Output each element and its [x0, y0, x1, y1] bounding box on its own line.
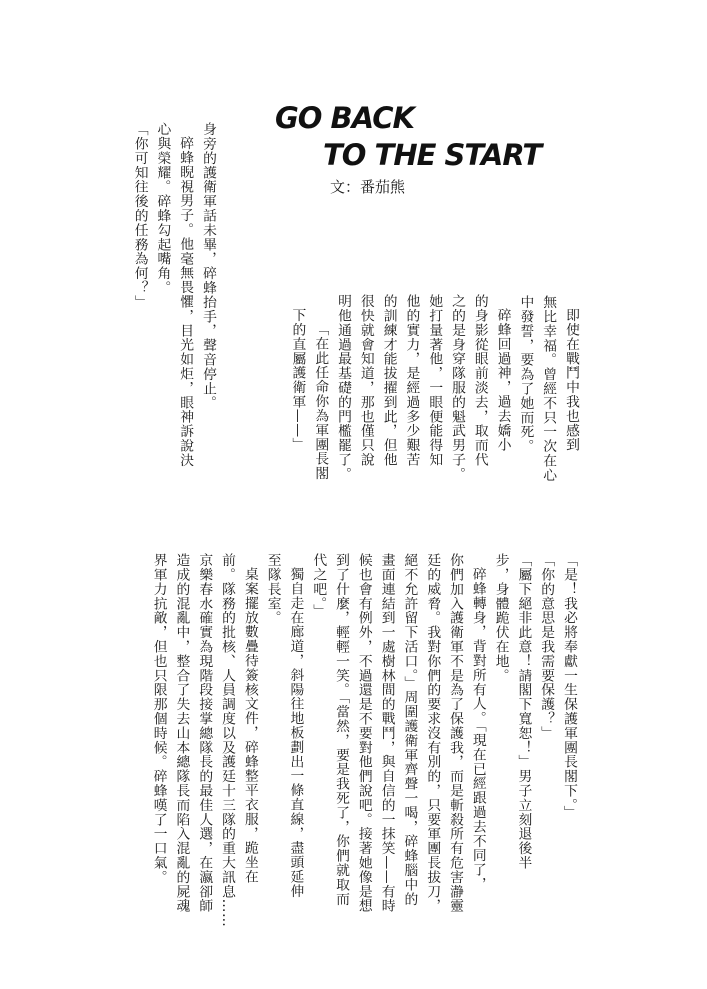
text-line: 界軍力抗敵，但也只限那個時候。碎蜂嘆了一口氣。 [150, 553, 167, 885]
text-line: 「在此任命你為軍團長閣 [312, 322, 329, 481]
text-line: 前。隊務的批核、人員調度以及護廷十三隊的重大訊息…… [219, 553, 236, 928]
text-line: 「屬下絕非此意！請閣下寬恕！」男子立刻退後半 [515, 553, 532, 870]
text-line: 很快就會知道，那也僅只說 [357, 294, 374, 467]
text-line: 的訓練才能拔擢到此，但他 [380, 294, 397, 467]
text-line: 碎蜂睨視男子。他毫無畏懼，目光如炬，眼神訴說決 [177, 136, 194, 468]
text-line: 之的是身穿隊服的魁武男子。 [449, 294, 466, 482]
text-line: 明他通過最基礎的門檻罷了。 [335, 294, 352, 482]
text-line: 獨自走在廊道，斜陽往地板劃出一條直線，盡頭延伸 [287, 567, 304, 899]
text-line: 「你可知往後的任務為何？」 [131, 122, 148, 310]
text-line: 絕不允許留下活口。」周圍護衛軍齊聲一喝，碎蜂腦中的 [401, 553, 418, 907]
text-line: 心與榮耀。碎蜂勾起嘴角。 [154, 122, 171, 295]
text-line: 代之吧。」 [310, 553, 327, 619]
title-line-2: TO THE START [323, 138, 542, 172]
text-line: 你們加入護衛軍不是為了保護我，而是斬殺所有危害瀞靈 [447, 553, 464, 913]
text-line: 「是！我必將奉獻一生保護軍團長閣下。」 [561, 553, 577, 820]
text-line: 畫面連結到一處樹林間的戰鬥，與自信的一抹笑——有時 [378, 553, 395, 913]
text-line: 碎蜂回過神，過去嬌小 [494, 308, 511, 452]
text-line: 到了什麼，輕輕一笑。「當然，要是我死了，你們就取而 [333, 553, 350, 907]
text-line: 候也會有例外，不過還是不要對他們說吧。接著她像是想 [355, 553, 372, 913]
text-line: 廷的威脅。我對你們的要求沒有別的，只要軍團長拔刀， [424, 553, 441, 913]
text-line: 的身影從眼前淡去，取而代 [471, 294, 488, 467]
text-line: 桌案擺放數疊待簽核文件，碎蜂整平衣服，跪坐在 [241, 567, 258, 884]
text-line: 無比幸福。曾經不只一次在心 [540, 295, 557, 483]
author-credit: 文：番茄熊 [330, 178, 406, 196]
text-line: 碎蜂轉身，背對所有人。「現在已經跟過去不同了， [469, 567, 486, 892]
text-line: 步，身體跪伏在地。 [492, 553, 509, 683]
text-line: 即使在戰鬥中我也感到 [563, 308, 579, 452]
title-line-1: GO BACK [275, 101, 414, 135]
upper-right-text-block [286, 294, 582, 483]
text-line: 中發誓，要為了她而死。 [517, 295, 534, 454]
upper-left-text-block [128, 122, 219, 482]
lower-text-block [147, 553, 580, 928]
text-line: 京樂春水確實為現階段接掌總隊長的最佳人選，在瀛卻師 [196, 553, 213, 913]
text-line: 造成的混亂中，整合了失去山本總隊長而陷入混亂的屍魂 [173, 553, 190, 913]
text-line: 身旁的護衛軍話未畢，碎蜂抬手，聲音停止。 [200, 122, 216, 410]
text-line: 她打量著他，一眼便能得知 [426, 294, 443, 467]
text-line: 他的實力，是經過多少艱苦 [403, 294, 420, 467]
text-line: 至隊長室。 [264, 553, 281, 625]
text-line: 下的直屬護衛軍——」 [289, 308, 306, 452]
text-line: 「你的意思是我需要保護？」 [538, 553, 555, 741]
